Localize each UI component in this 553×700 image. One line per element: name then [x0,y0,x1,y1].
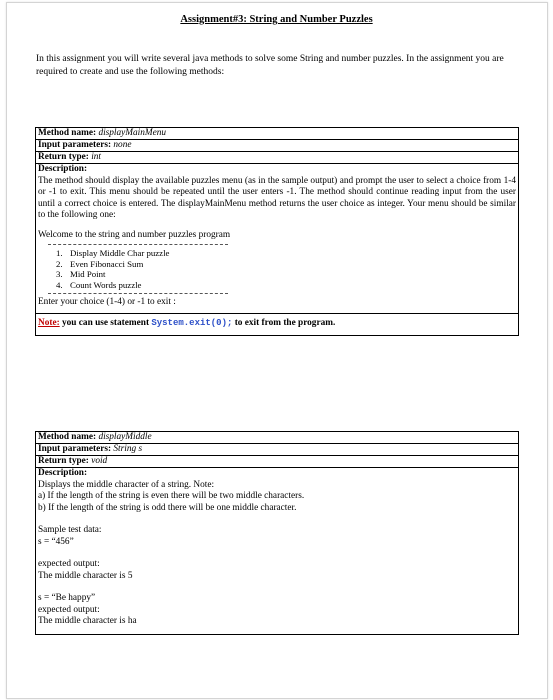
menu-item [56,248,516,259]
expected-output-2: The middle character is ha [38,616,137,626]
method-name-value: displayMainMenu [98,128,167,138]
menu-item-label: Mid Point [70,269,106,279]
description-line: a) If the length of the string is even there will be two middle characters. [38,491,305,501]
input-parameters-label: Input parameters: [38,140,112,150]
method-box-displaymainmenu [35,127,519,336]
return-type-row [36,456,518,468]
note-label: Note: [38,317,60,328]
menu-item-number: 4. [56,279,63,290]
description-line: Displays the middle character of a string. Note: [38,479,215,490]
description-section [36,164,518,335]
expected-output-1: The middle character is 5 [38,570,133,581]
return-type-value: void [91,456,108,466]
input-parameters-row [36,444,518,456]
menu-item-number: 3. [56,269,63,279]
document-title: Assignment#3: String and Number Puzzles [180,14,373,25]
menu-divider-bottom [48,293,228,294]
sample-label: Sample test data: [38,525,102,535]
intro-paragraph: In this assignment you will write several java methods to solve some String and number puzzles. In the assignment you are required to create and use the following methods: [36,54,504,77]
description-section [36,468,518,634]
note-code: System.exit(0); [151,317,233,328]
menu-list [38,248,516,290]
method-name-row [36,432,518,444]
return-type-row [36,152,518,164]
menu-item [56,269,516,280]
menu-item-label: Count Words puzzle [70,279,142,290]
method-box-displaymiddle [35,431,519,635]
note-text-pre: you can use statement [59,317,152,328]
input-parameters-row [36,140,518,152]
menu-item [56,280,516,291]
note-text-post: to exit from the program. [232,317,336,328]
menu-item-label: Even Fibonacci Sum [70,258,144,269]
note-line [38,318,516,330]
menu-item-number: 1. [56,248,63,258]
menu-divider-top [48,244,228,245]
menu-welcome-text: Welcome to the string and number puzzles program [38,229,231,240]
return-type-label: Return type: [38,152,89,162]
menu-item-label: Display Middle Char puzzle [70,248,170,258]
input-parameters-label: Input parameters: [38,444,112,454]
description-line: b) If the length of the string is odd there will be one middle character. [38,502,297,513]
method-name-label: Method name: [38,128,97,138]
menu-item [56,259,516,270]
input-parameters-value: none [113,140,132,150]
description-label: Description: [38,164,88,174]
sample-input-1: s = “456” [38,536,74,547]
return-type-value: int [91,152,102,162]
sample-input-2: s = “Be happy” [38,593,96,603]
return-type-label: Return type: [38,456,89,466]
note-separator [36,313,518,314]
menu-prompt: Enter your choice (1-4) or -1 to exit : [38,297,176,307]
expected-output-label-1: expected output: [38,559,100,569]
method-name-value: displayMiddle [98,432,152,442]
method-name-row [36,128,518,140]
input-parameters-value: String s [113,444,143,454]
expected-output-label-2: expected output: [38,604,100,615]
description-text: The method should display the available puzzles menu (as in the sample output) and prompt the user to select a choice from 1-4 or -1 to exit. This menu should be repeated until the user enters -1. The method should continue reading input from the user until a correct choice is entered. The displayMainMenu method returns the user choice as integer. Your menu should be similar to the following one: [38,175,516,220]
description-label: Description: [38,468,88,478]
menu-item-number: 2. [56,258,63,269]
method-name-label: Method name: [38,432,97,442]
